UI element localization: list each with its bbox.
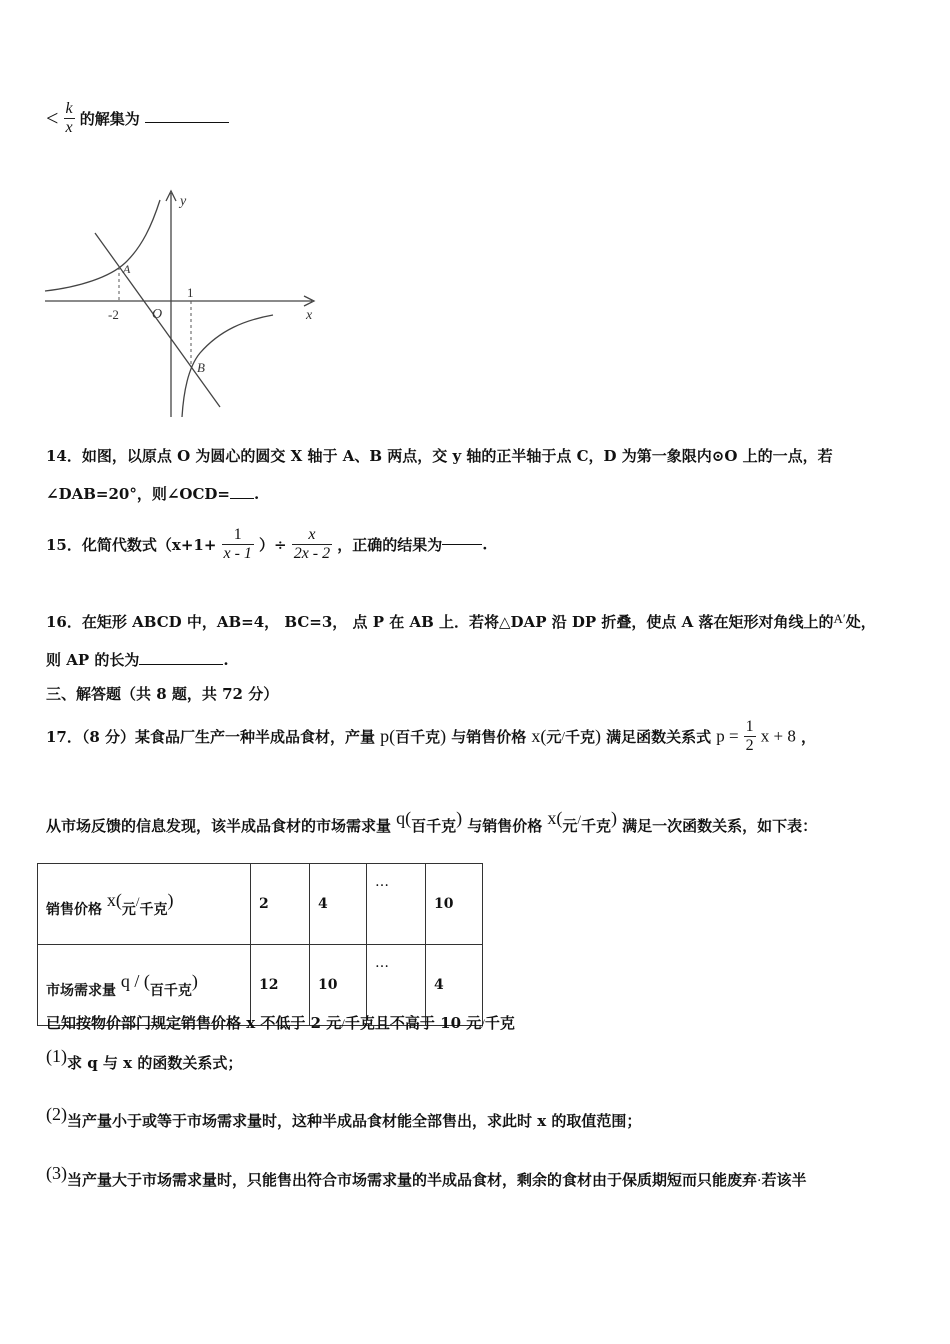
q17-line2-b: 与销售价格	[467, 817, 543, 835]
q17-note	[46, 1012, 515, 1033]
formula-lhs: p =	[716, 726, 739, 746]
fraction-denominator: x - 1	[223, 545, 252, 562]
q14-line1: 14．如图，以原点 O 为圆心的圆交 X 轴于 A、B 两点，交 y 轴的正半轴于点 C，D 为第一象限内⊙O 上的一点，若	[46, 447, 833, 465]
table-cell: 10	[310, 945, 367, 1026]
q16-end: .	[223, 651, 229, 669]
sub3-dot: ·	[757, 1173, 762, 1189]
tick-label-1: 1	[187, 285, 194, 300]
q17-mid2: 满足函数关系式	[606, 728, 712, 746]
fraction-numerator: 1	[233, 526, 242, 543]
answer-blank[interactable]	[230, 498, 254, 499]
sub2-number: (2)	[46, 1104, 67, 1124]
sub1-text: 求 q 与 x 的函数关系式；	[67, 1054, 243, 1072]
fraction-1-over-x-minus-1	[222, 526, 254, 563]
q-symbol: q(	[396, 808, 412, 828]
table-header-price	[38, 864, 251, 945]
answer-blank[interactable]	[145, 122, 229, 123]
hyperbola-branch-left	[45, 200, 160, 291]
table-cell: 4	[426, 945, 483, 1026]
formula-rhs: x + 8	[760, 726, 796, 746]
table-cell: 12	[251, 945, 310, 1026]
axis-label-x: x	[306, 308, 313, 323]
fraction-numerator: 1	[745, 718, 754, 735]
fraction-denominator: 2	[745, 737, 754, 754]
q16-line2	[46, 649, 229, 670]
table-row	[38, 864, 483, 945]
answer-blank[interactable]	[139, 664, 223, 665]
q13-line	[46, 100, 229, 137]
fraction-k-over-x	[64, 100, 75, 137]
q17-sub1	[46, 1046, 242, 1073]
x-close: )	[595, 726, 602, 746]
formula-end: ，	[800, 728, 816, 746]
row2-unit: 百千克	[149, 982, 192, 999]
price-demand-table	[37, 863, 483, 1026]
q15-end: .	[482, 535, 488, 554]
q17-line2-c: 满足一次函数关系，如下表：	[622, 817, 818, 835]
q16-line2-text: 则 AP 的长为	[46, 651, 140, 669]
fraction-one-half	[744, 718, 756, 755]
row1-unit2: 千克	[139, 901, 168, 918]
x-symbol: x(	[531, 726, 547, 746]
q17-intro: 17．（8 分）某食品厂生产一种半成品食材，产量	[46, 728, 376, 746]
q16-line1	[46, 611, 876, 632]
table-cell-ellipsis: …	[367, 864, 426, 945]
note-b: 千克且不高于 10 元	[344, 1014, 482, 1032]
note-slash-1: /	[341, 1016, 345, 1031]
row2-symbol: q / (	[120, 970, 150, 991]
q17-sub3	[46, 1163, 806, 1190]
q15-line	[46, 526, 487, 563]
row1-symbol: x(	[106, 889, 122, 910]
q17-line1	[46, 718, 816, 755]
point-label-b: B	[197, 360, 205, 375]
q17-line2-a: 从市场反馈的信息发现，该半成品食材的市场需求量	[46, 817, 392, 835]
q15-mid: ）÷	[259, 536, 287, 554]
q17-sub2	[46, 1104, 641, 1131]
table-cell-ellipsis: …	[367, 945, 426, 1026]
x-unit2: 千克	[565, 728, 596, 746]
q14-line2	[46, 483, 259, 504]
axis-label-y: y	[180, 194, 187, 209]
x-close-2: )	[610, 808, 617, 828]
fraction-denominator: x	[65, 119, 73, 136]
sub1-number: (1)	[46, 1046, 67, 1066]
fraction-numerator: k	[65, 100, 73, 117]
q14-end: .	[254, 485, 260, 503]
x-symbol-2: x(	[547, 808, 563, 828]
row1-slash: /	[135, 893, 140, 909]
tick-label-neg2: -2	[108, 307, 119, 322]
q16-line1-text: 16．在矩形 ABCD 中，AB=4， BC=3， 点 P 在 AB 上．若将△DAP 沿 DP 折叠，使点 A 落在矩形对角线上的	[46, 613, 834, 631]
p-symbol: p(	[380, 726, 396, 746]
note-a: 已知按物价部门规定销售价格 x 不低于 2 元	[46, 1014, 342, 1032]
x-slash: /	[561, 728, 565, 744]
q15-suffix: ，正确的结果为	[337, 536, 443, 554]
origin-label: O	[152, 307, 163, 322]
q17-mid1: 与销售价格	[451, 728, 527, 746]
function-graph	[40, 185, 330, 420]
p-unit: 百千克	[395, 728, 441, 746]
point-label-a: A	[123, 262, 131, 276]
note-slash-2: /	[481, 1016, 485, 1031]
fraction-numerator: x	[308, 526, 316, 543]
row2-label: 市场需求量	[46, 982, 116, 999]
x-unit2-2: 千克	[580, 817, 611, 835]
section-title: 三、解答题（共 8 题，共 72 分）	[46, 685, 279, 703]
fraction-denominator: 2x - 2	[293, 545, 331, 562]
x-slash-2: /	[577, 812, 581, 827]
q-unit: 百千克	[411, 817, 457, 835]
q17-line2	[46, 808, 817, 836]
row1-label: 销售价格	[46, 901, 102, 918]
row2-close: )	[191, 970, 198, 991]
row1-unit1: 元	[121, 901, 136, 918]
fraction-x-over-2x-minus-2	[292, 526, 332, 563]
table-cell: 4	[310, 864, 367, 945]
row1-close: )	[167, 889, 174, 910]
less-than-sign: <	[46, 105, 59, 131]
a-prime-symbol: A′	[833, 611, 846, 626]
x-unit1-2: 元	[562, 817, 578, 835]
x-unit1: 元	[546, 728, 562, 746]
q-close: )	[456, 808, 463, 828]
q15-prefix: 15．化简代数式（x+1+	[46, 536, 217, 554]
table-cell: 2	[251, 864, 310, 945]
hyperbola-branch-right	[182, 315, 273, 417]
q14-line2-text: ∠DAB=20°，则∠OCD=	[46, 485, 230, 503]
table-cell: 10	[426, 864, 483, 945]
sub2-text: 当产量小于或等于市场需求量时，这种半成品食材能全部售出，求此时 x 的取值范围；	[67, 1112, 642, 1130]
answer-blank[interactable]	[442, 544, 482, 545]
sub3-text: 当产量大于市场需求量时，只能售出符合市场需求量的半成品食材，剩余的食材由于保质期短而只能废弃	[67, 1171, 758, 1189]
sub3-end: 若该半	[761, 1171, 807, 1189]
q16-line1-end: 处，	[845, 613, 876, 631]
p-close: )	[440, 726, 447, 746]
note-c: 千克	[484, 1014, 515, 1032]
sub3-number: (3)	[46, 1163, 67, 1183]
q13-tail-text: 的解集为	[79, 110, 140, 128]
